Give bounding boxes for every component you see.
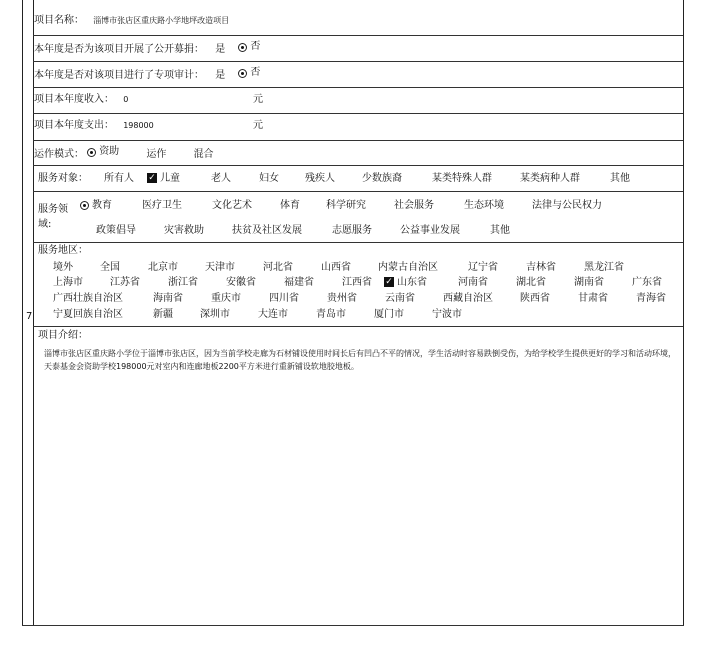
- checkbox-checked-icon: ✓: [385, 277, 393, 287]
- region-option[interactable]: 广西壮族自治区: [53, 293, 123, 304]
- income-unit: 元: [253, 94, 263, 105]
- region-option[interactable]: 湖南省: [574, 277, 604, 288]
- region-option[interactable]: 深圳市: [200, 309, 230, 320]
- right-border: [683, 0, 684, 626]
- project-name-label: 项目名称：: [34, 15, 84, 26]
- field-option[interactable]: 社会服务: [394, 200, 434, 211]
- field-option[interactable]: 扶贫及社区发展: [232, 225, 302, 236]
- region-option[interactable]: 全国: [100, 262, 120, 273]
- outer-left-border: [22, 0, 23, 626]
- special-audit-question: 本年度是否对该项目进行了专项审计：: [34, 69, 204, 81]
- public-fundraising-question: 本年度是否为该项目开展了公开募捐：: [34, 43, 204, 55]
- field-option[interactable]: 体育: [280, 200, 300, 211]
- option-label: 儿童: [160, 173, 180, 184]
- radio-selected-icon: [238, 69, 247, 78]
- field-option[interactable]: 法律与公民权力: [532, 200, 602, 211]
- income-row: [34, 93, 682, 107]
- field-option[interactable]: 其他: [490, 225, 510, 236]
- region-option[interactable]: 四川省: [269, 293, 299, 304]
- region-option[interactable]: 西藏自治区: [443, 293, 493, 304]
- region-option[interactable]: 北京市: [148, 262, 178, 273]
- no-label: 否: [250, 41, 261, 52]
- region-option[interactable]: 青海省: [636, 293, 666, 304]
- intro-label: 项目介绍：: [38, 330, 88, 341]
- yes-label: 是: [215, 43, 226, 55]
- region-option[interactable]: 天津市: [205, 262, 235, 273]
- region-option[interactable]: 上海市: [53, 277, 83, 288]
- special-audit-row: [34, 66, 682, 83]
- row-divider: [33, 326, 683, 327]
- region-option[interactable]: 福建省: [284, 277, 314, 288]
- operation-mode-label: 运作模式：: [34, 148, 84, 160]
- field-option[interactable]: 公益事业发展: [400, 225, 460, 236]
- expense-unit: 元: [253, 120, 263, 131]
- operation-mode-option-mixed[interactable]: [194, 148, 214, 162]
- expense-label: 项目本年度支出：: [34, 120, 114, 131]
- region-option[interactable]: 江苏省: [110, 277, 140, 288]
- region-option[interactable]: 重庆市: [211, 293, 241, 304]
- row-divider: [33, 165, 683, 166]
- region-option[interactable]: 贵州省: [327, 293, 357, 304]
- income-label: 项目本年度收入：: [34, 94, 114, 105]
- project-name-value: 淄博市张店区重庆路小学地坪改造项目: [93, 16, 230, 25]
- region-option[interactable]: 浙江省: [168, 277, 198, 288]
- service-regions-label: 服务地区：: [38, 245, 88, 256]
- operation-mode-row: [34, 145, 682, 162]
- row-divider: [33, 191, 683, 192]
- region-option[interactable]: 辽宁省: [468, 262, 498, 273]
- target-option[interactable]: 所有人: [104, 173, 134, 184]
- region-option[interactable]: 青岛市: [316, 309, 346, 320]
- radio-selected-icon: [238, 43, 247, 52]
- region-option[interactable]: 广东省: [632, 277, 662, 288]
- project-name-row: [34, 14, 682, 28]
- region-option[interactable]: 宁夏回族自治区: [53, 309, 123, 320]
- target-option-checked[interactable]: [147, 172, 180, 186]
- region-option[interactable]: 河北省: [263, 262, 293, 273]
- field-option[interactable]: 文化艺术: [212, 200, 252, 211]
- region-option[interactable]: 宁波市: [432, 309, 462, 320]
- expense-row: [34, 119, 682, 133]
- field-option[interactable]: 科学研究: [326, 200, 366, 211]
- radio-selected-icon: [80, 201, 89, 210]
- region-option[interactable]: 山西省: [321, 262, 351, 273]
- region-option[interactable]: 江西省: [342, 277, 372, 288]
- yes-label: 是: [215, 69, 226, 81]
- option-label: 山东省: [397, 277, 427, 288]
- checkbox-checked-icon: ✓: [148, 173, 156, 183]
- service-fields-label: 服务领: [38, 204, 68, 215]
- region-option-checked[interactable]: [384, 276, 427, 290]
- target-option[interactable]: 残疾人: [305, 173, 335, 184]
- no-label: 否: [250, 67, 261, 78]
- option-label: 教育: [92, 200, 112, 211]
- public-fundraising-row: [34, 40, 682, 57]
- region-option[interactable]: 云南省: [385, 293, 415, 304]
- row-divider: [33, 87, 683, 88]
- service-targets-label: 服务对象：: [38, 173, 88, 184]
- field-option-selected[interactable]: [80, 199, 112, 213]
- region-option[interactable]: 黑龙江省: [584, 262, 624, 273]
- region-option[interactable]: 安徽省: [226, 277, 256, 288]
- field-option[interactable]: 灾害救助: [164, 225, 204, 236]
- option-label: 混合: [193, 148, 214, 160]
- row-divider: [33, 61, 683, 62]
- operation-mode-option-operate[interactable]: [146, 148, 166, 162]
- target-option[interactable]: 其他: [610, 173, 630, 184]
- field-option[interactable]: 政策倡导: [96, 225, 136, 236]
- target-option[interactable]: 某类特殊人群: [432, 173, 492, 184]
- row-divider: [33, 35, 683, 36]
- region-option[interactable]: 内蒙古自治区: [378, 262, 438, 273]
- field-option[interactable]: 生态环境: [464, 200, 504, 211]
- region-option[interactable]: 河南省: [458, 277, 488, 288]
- region-option[interactable]: 甘肃省: [578, 293, 608, 304]
- row-divider: [33, 113, 683, 114]
- target-option[interactable]: 某类病种人群: [520, 173, 580, 184]
- row-number: 7: [26, 311, 33, 322]
- region-option[interactable]: 大连市: [258, 309, 288, 320]
- service-fields-label-cont: 域:: [38, 219, 52, 230]
- region-option[interactable]: 厦门市: [374, 309, 404, 320]
- region-option[interactable]: 湖北省: [516, 277, 546, 288]
- option-label: 资助: [99, 146, 120, 157]
- option-label: 运作: [146, 148, 167, 160]
- operation-mode-option-funding[interactable]: [87, 145, 119, 159]
- target-option[interactable]: 少数族裔: [362, 173, 402, 184]
- radio-selected-icon: [87, 148, 96, 157]
- region-option[interactable]: 新疆: [153, 309, 173, 320]
- expense-value: 198000: [123, 121, 154, 130]
- target-option[interactable]: 老人: [211, 173, 231, 184]
- field-option[interactable]: 医疗卫生: [142, 200, 182, 211]
- row-divider: [33, 242, 683, 243]
- special-audit-yes-option[interactable]: [215, 69, 225, 83]
- special-audit-no-option[interactable]: [238, 66, 260, 80]
- region-option[interactable]: 吉林省: [526, 262, 556, 273]
- intro-text: 淄博市张店区重庆路小学位于淄博市张店区，因为当前学校走廊为石材铺设使用时间长后有凹凸不平的情况，学生活动时容易跌倒受伤，为给学校学生提供更好的学习和活动环境，天泰基金会资助学校198000元对室内和连廊地板2200平方米进行重新铺设软地胶地板。: [44, 349, 676, 371]
- bottom-border: [22, 625, 684, 626]
- region-option[interactable]: 海南省: [153, 293, 183, 304]
- target-option[interactable]: 妇女: [259, 173, 279, 184]
- public-fundraising-no-option[interactable]: [238, 40, 260, 54]
- field-option[interactable]: 志愿服务: [332, 225, 372, 236]
- row-divider: [33, 140, 683, 141]
- region-option[interactable]: 境外: [53, 262, 73, 273]
- income-value: 0: [123, 95, 129, 104]
- region-option[interactable]: 陕西省: [520, 293, 550, 304]
- public-fundraising-yes-option[interactable]: [215, 43, 225, 57]
